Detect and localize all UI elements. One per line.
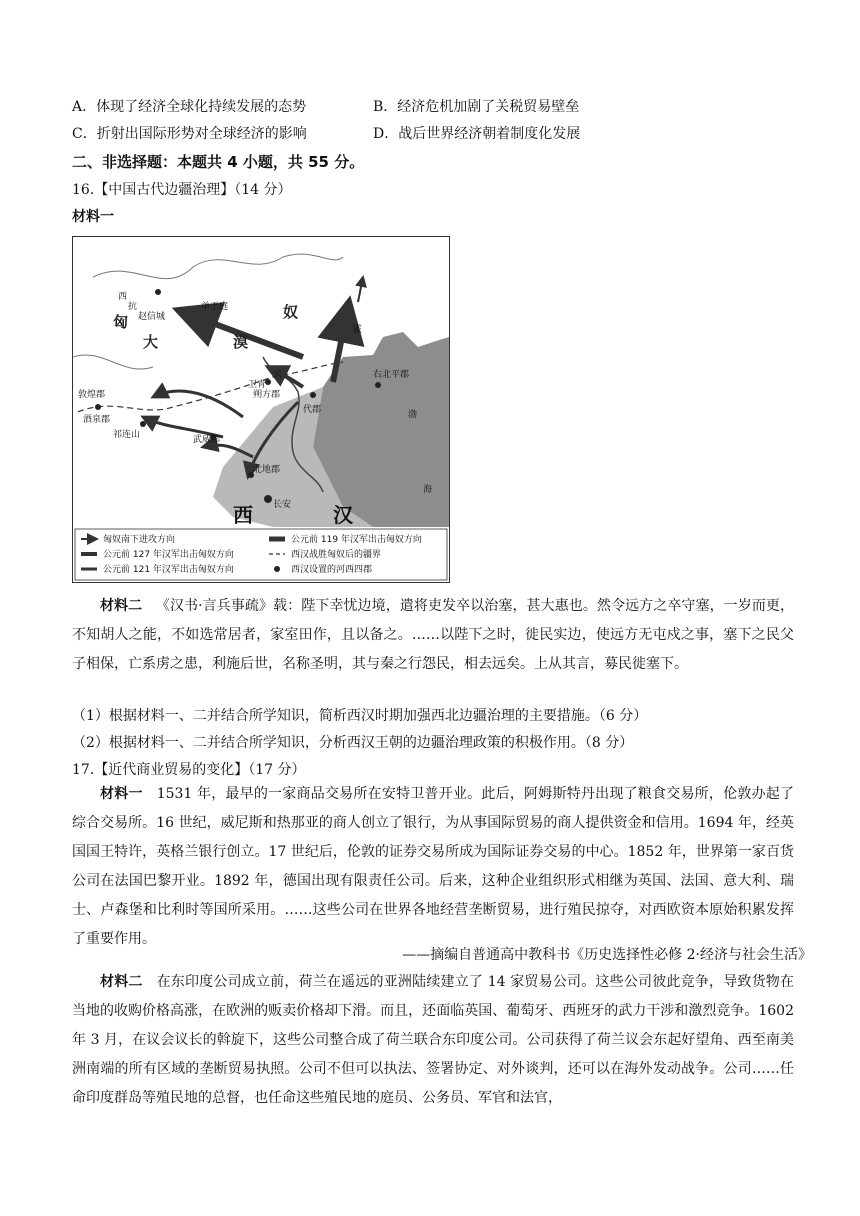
city-dot	[140, 421, 146, 427]
option-c: C．折射出国际形势对全球经济的影响	[72, 126, 307, 142]
map-label-youbeiping: 右北平郡	[373, 370, 410, 380]
q16-material2-label: 材料二	[100, 598, 143, 614]
map-label-xi-han-1: 西	[233, 503, 253, 527]
map-label-dai: 代郡	[303, 405, 322, 415]
map-label-kang: 抗	[128, 302, 138, 312]
map-label-yun: 云	[273, 370, 283, 380]
q17-material2	[72, 968, 794, 1113]
map-label-huoqubing: 霍	[353, 325, 363, 335]
map-label-shuofang: 朔方郡	[253, 390, 281, 400]
western-han-map	[72, 236, 450, 583]
map-label-danyuting: 单于庭	[201, 302, 229, 312]
option-b: B．经济危机加剧了关税贸易壁垒	[373, 99, 580, 115]
map-label-xi-han-2: 汉	[333, 503, 353, 527]
map-label-weiqing: 卫青	[248, 380, 267, 390]
river-line	[93, 254, 343, 278]
map-svg	[73, 237, 449, 582]
map-label-xiongnu-1: 匈	[113, 313, 129, 331]
q17-material2-text: 在东印度公司成立前，荷兰在遥远的亚洲陆续建立了 14 家贸易公司。这些公司彼此竞争，导致货物在当地的收购价格高涨，在欧洲的贩卖价格却下滑。而且，还面临英国、葡萄牙、西班牙的武力干涉和激烈竞争。1602 年 3 月，在议会议长的斡旋下，这些公司整合成了荷兰联合东印度公司。公司获得了荷兰议会东起好望角、西至南美洲南端的所有区域的垄断贸易执照。公司不但可以执法、签署协定、对外谈判，还可以在海外发动战争。公司……任命印度群岛等殖民地的总督，也任命这些殖民地的庭员、公务员、军官和法官，	[72, 974, 795, 1106]
map-label-qilian: 祁连山	[113, 430, 141, 440]
map-label-beidi: 北地郡	[253, 465, 281, 475]
section-title: 二、非选择题：本题共 4 小题，共 55 分。	[72, 153, 365, 171]
campaign-121-arrow	[153, 391, 243, 417]
legend-item-5: 西汉战胜匈奴后的疆界	[291, 550, 382, 560]
option-a: A．体现了经济全球化持续发展的态势	[72, 99, 307, 115]
city-dot	[155, 289, 161, 295]
legend-item-1: 匈奴南下进攻方向	[103, 535, 176, 545]
q16-material1-label: 材料一	[72, 209, 114, 225]
changan-dot	[264, 495, 272, 503]
q16-title: 16.【中国古代边疆治理】（14 分）	[72, 182, 292, 198]
q17-material1	[72, 780, 794, 954]
map-label-dunhuang: 敦煌郡	[78, 390, 106, 400]
map-label-bo: 渤	[408, 410, 418, 420]
city-dot	[310, 392, 316, 398]
map-label-wuwei: 武威郡	[193, 435, 221, 445]
map-label-zhaoxincheng: 赵信城	[138, 312, 166, 322]
q17-material1-label: 材料一	[100, 786, 143, 802]
q17-material1-text: 1531 年，最早的一家商品交易所在安特卫普开业。此后，阿姆斯特丹出现了粮食交易所，伦敦办起了综合交易所。16 世纪，威尼斯和热那亚的商人创立了银行，为从事国际贸易的商人提供资金和信用。1694 年，经英国国王特许，英格兰银行创立。17 世纪后，伦敦的证券交易所成为国际证券交易的中心。1852 年，世界第一家百货公司在法国巴黎开业。1892 年，德国出现有限责任公司。后来，这种企业组织形式相继为英国、法国、意大利、瑞士、卢森堡和比利时等国所采用。……这些公司在世界各地经营垄断贸易，进行殖民掠夺，对西欧资本原始积累发挥了重要作用。	[72, 786, 795, 947]
map-label-jiuquan: 酒泉郡	[83, 415, 111, 425]
map-label-da: 大	[143, 333, 159, 351]
map-label-changan: 长安	[273, 500, 292, 510]
attack-arrow	[358, 277, 363, 302]
q17-material2-label: 材料二	[100, 974, 143, 990]
river-line	[73, 355, 153, 369]
legend-item-3: 公元前 121 年汉军出击匈奴方向	[103, 565, 234, 575]
map-label-xi: 西	[118, 292, 128, 302]
map-label-hai: 海	[423, 485, 433, 495]
q16-subquestion-2: （2）根据材料一、二并结合所学知识，分析西汉王朝的边疆治理政策的积极作用。（8 分）	[72, 735, 634, 751]
q17-title: 17.【近代商业贸易的变化】（17 分）	[72, 762, 306, 778]
q16-subquestion-1: （1）根据材料一、二并结合所学知识，简析西汉时期加强西北边疆治理的主要措施。（6 分）	[72, 708, 648, 724]
map-label-mo: 漠	[233, 333, 249, 351]
q16-material2-text: 《汉书·言兵事疏》载：陛下幸忧边境，遣将吏发卒以治塞，甚大惠也。然令远方之卒守塞，一岁而更，不知胡人之能，不如选常居者，家室田作，且以备之。……以陛下之时，徙民实边，使远方无屯戍之事，塞下之民父子相保，亡系虏之患，利施后世，名称圣明，其与秦之行怨民，相去远矣。上从其言，募民徙塞下。	[72, 598, 795, 672]
city-dot	[95, 404, 101, 410]
q16-material2	[72, 592, 794, 679]
legend-item-2: 公元前 127 年汉军出击匈奴方向	[103, 550, 234, 560]
city-dot	[375, 382, 381, 388]
legend-item-6: 西汉设置的河西四郡	[291, 565, 373, 575]
option-d: D．战后世界经济朝着制度化发展	[373, 126, 581, 142]
q17-material1-source: ——摘编自普通高中教科书《历史选择性必修 2·经济与社会生活》	[402, 947, 812, 963]
legend-symbol	[274, 566, 280, 572]
legend-item-4: 公元前 119 年汉军出击匈奴方向	[291, 535, 422, 545]
campaign-121-arrow	[143, 417, 223, 437]
map-label-nu: 奴	[283, 303, 299, 321]
